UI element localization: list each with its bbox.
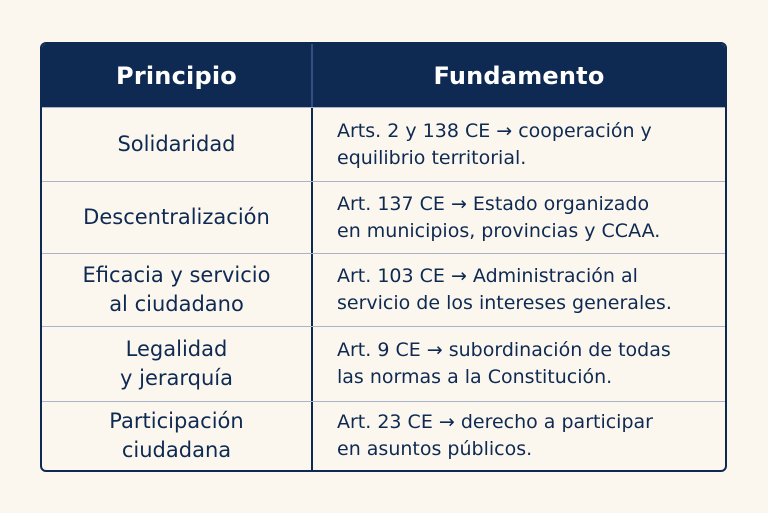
foundation-cell: [313, 327, 725, 401]
table-row: [42, 401, 725, 470]
principle-line: Solidaridad: [117, 132, 236, 156]
header-principle: Principio: [42, 44, 313, 107]
principle-line: Participación: [109, 409, 244, 433]
principle-line: Legalidad: [125, 337, 228, 361]
foundation-line: Art. 9 CE → subordinación de todas: [337, 339, 671, 361]
foundation-line: equilibrio territorial.: [337, 146, 527, 169]
principle-cell: [42, 402, 313, 470]
principle-cell: [42, 182, 313, 253]
principle-cell: [42, 327, 313, 401]
foundation-line: las normas a la Constitución.: [337, 366, 613, 388]
principle-line: ciudadana: [121, 438, 232, 462]
foundation-line: servicio de los intereses generales.: [337, 292, 672, 314]
foundation-line: Art. 23 CE → derecho a participar: [337, 411, 653, 433]
foundation-cell: [313, 402, 725, 470]
table-row: [42, 253, 725, 326]
foundation-cell: [313, 254, 725, 326]
header-foundation: Fundamento: [433, 61, 605, 90]
foundation-cell: [313, 182, 725, 253]
foundation-line: Art. 137 CE → Estado organizado: [337, 192, 650, 215]
principle-cell: [42, 108, 313, 181]
foundation-cell: [313, 108, 725, 181]
table-row: [42, 107, 725, 181]
foundation-line: en asuntos públicos.: [337, 438, 533, 460]
principle-line: Eficacia y servicio: [82, 263, 271, 287]
foundation-line: en municipios, provincias y CCAA.: [337, 219, 661, 242]
table-row: [42, 326, 725, 401]
principle-line: y jerarquía: [120, 366, 233, 390]
principle-cell: [42, 254, 313, 326]
foundation-line: Arts. 2 y 138 CE → cooperación y: [337, 119, 652, 142]
table-header: [42, 44, 725, 107]
principles-table: [40, 42, 727, 472]
table-row: [42, 181, 725, 253]
principle-line: al ciudadano: [109, 292, 244, 316]
foundation-line: Art. 103 CE → Administración al: [337, 265, 638, 287]
principle-line: Descentralización: [83, 205, 270, 229]
